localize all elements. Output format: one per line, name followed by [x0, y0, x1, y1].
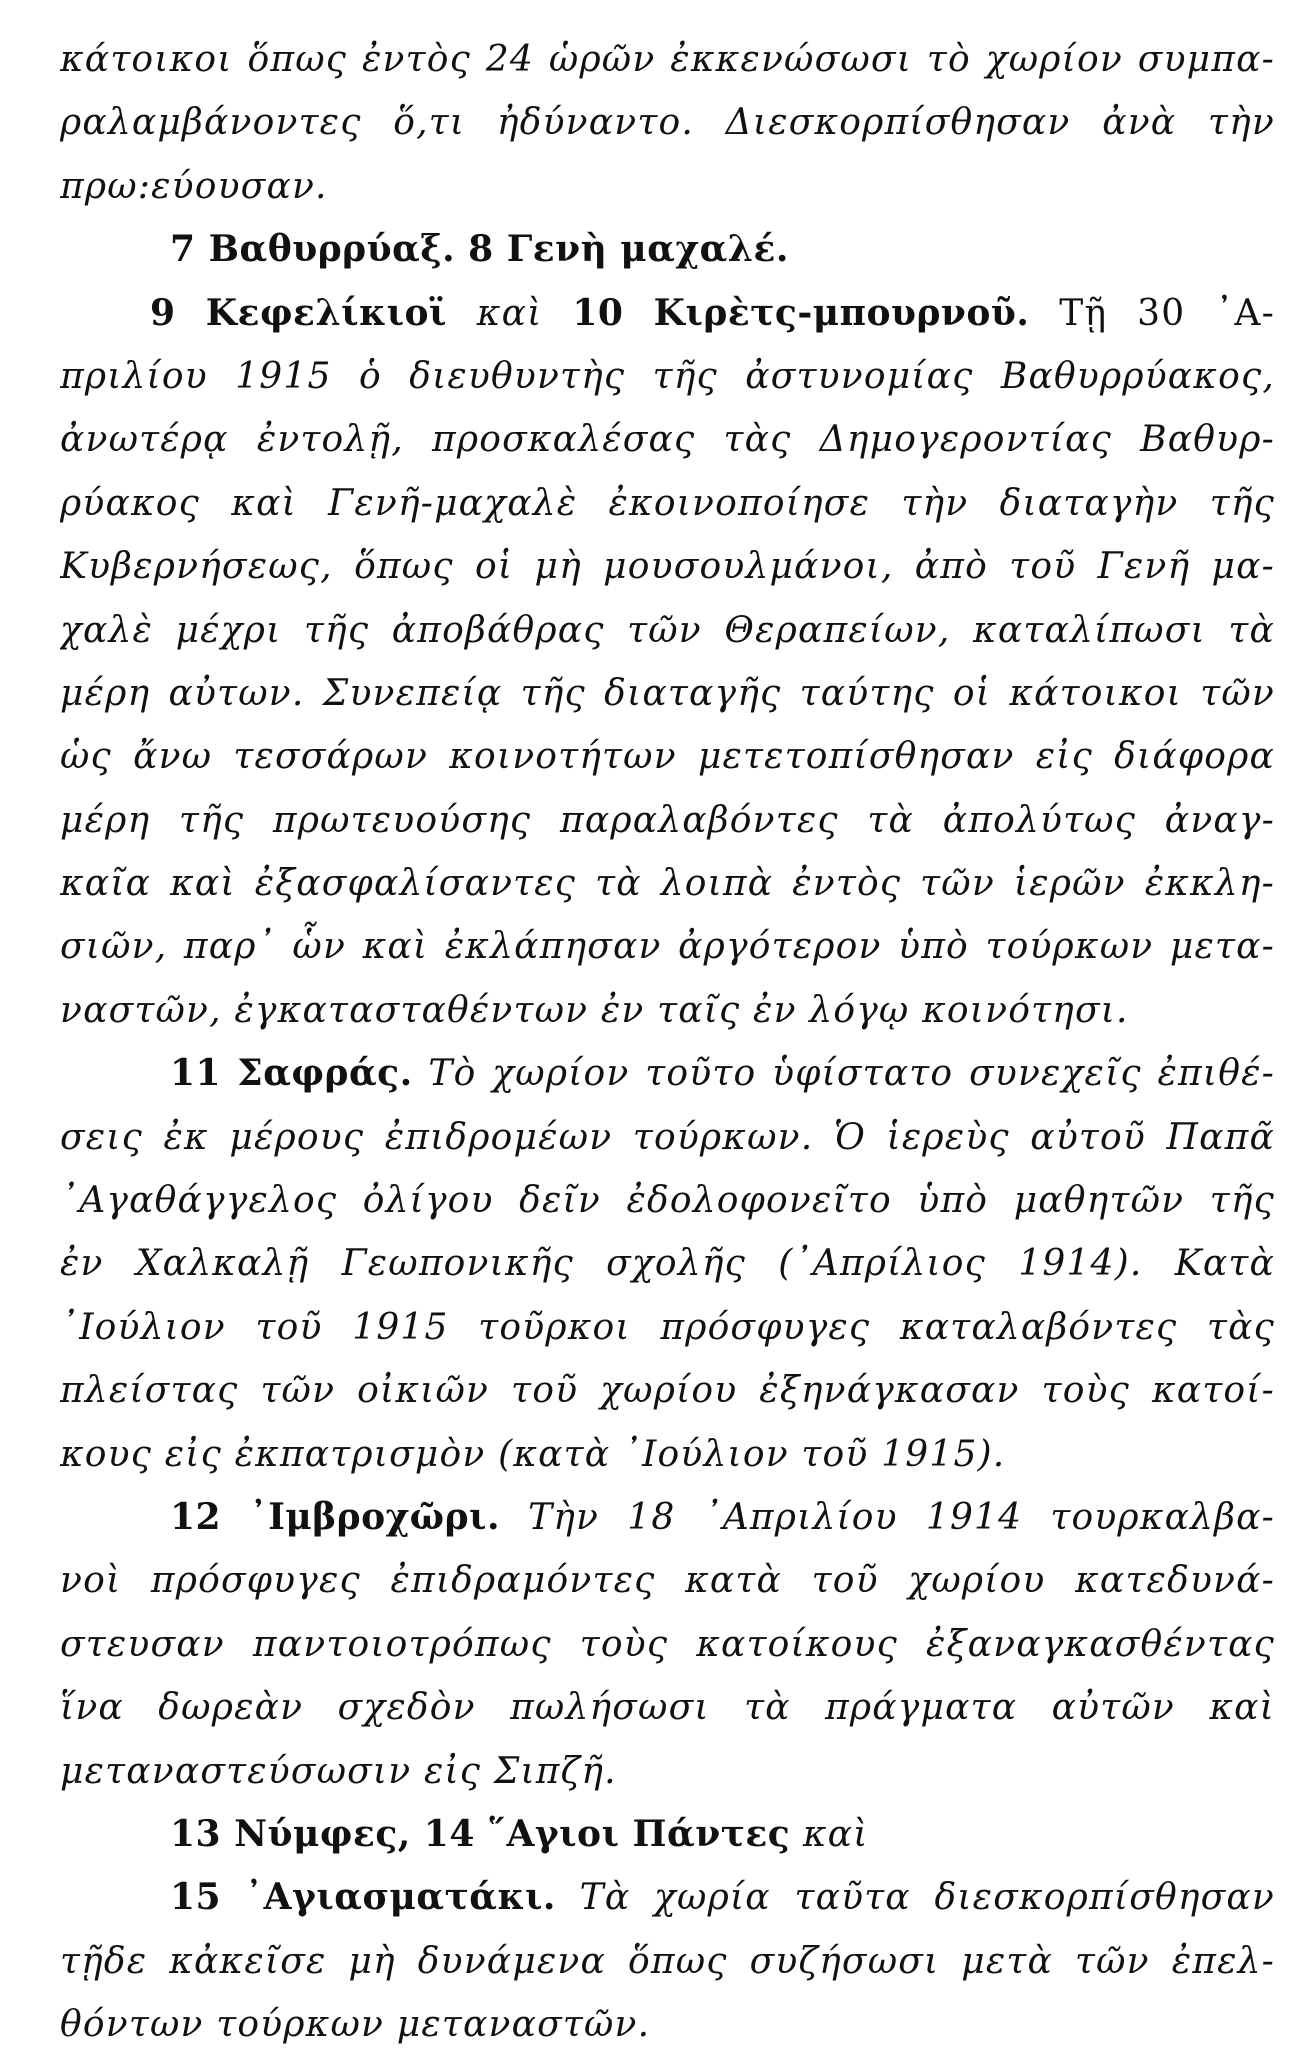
- text-line: [60, 1930, 1275, 1993]
- text-line: [60, 1169, 1275, 1232]
- line-text: σεις ἐκ μέρους ἐπιδρομέων τούρκων. Ὁ ἱερεὺς αὐτοῦ Παπᾶ: [60, 1116, 1275, 1158]
- line-text: θόντων τούρκων μεταναστῶν.: [60, 2004, 651, 2046]
- line-text: ᾿Ιούλιον τοῦ 1915 τοῦρκοι πρόσφυγες καταλαβόντες τὰς: [60, 1306, 1275, 1348]
- line-text: Τὴν 18 ᾿Απριλίου 1914 τουρκαλβα-: [499, 1496, 1275, 1538]
- section-heading: 11 Σαφράς.: [170, 1052, 413, 1095]
- line-text: καὶ: [790, 1813, 869, 1855]
- line-text: τῇδε κἀκεῖσε μὴ δυνάμενα ὅπως συζήσωσι μετὰ τῶν ἐπελ-: [60, 1940, 1275, 1982]
- text-line: [60, 91, 1275, 154]
- line-text: μεταναστεύσωσιν εἰς Σιπζῆ.: [60, 1750, 617, 1792]
- line-text: καὶ: [446, 292, 573, 334]
- line-text: ὡς ἄνω τεσσάρων κοινοτήτων μετετοπίσθησαν εἰς διάφορα: [60, 736, 1275, 778]
- text-line: [60, 852, 1275, 915]
- text-line: [60, 535, 1275, 598]
- text-line: [60, 1296, 1275, 1359]
- line-text: πρω:εύουσαν.: [60, 165, 328, 207]
- section-heading: 10 Κιρὲτς-μπουρνοῦ.: [572, 291, 1030, 334]
- text-line: [60, 1613, 1275, 1676]
- text-line: [60, 1106, 1275, 1169]
- text-line: [60, 1359, 1275, 1422]
- section-heading: 13 Νύμφες, 14 ῞Αγιοι Πάντες: [170, 1812, 791, 1855]
- line-text: μέρη αὐτων. Συνεπείᾳ τῆς διαταγῆς ταύτης οἱ κάτοικοι τῶν: [60, 672, 1275, 714]
- section-heading: 15 ᾿Αγιασματάκι.: [170, 1876, 556, 1919]
- section-heading: 12 ᾿Ιμβροχῶρι.: [170, 1495, 500, 1538]
- line-text: Τὰ χωρία ταῦτα διεσκορπίσθησαν: [555, 1877, 1275, 1919]
- line-text: κάτοικοι ὅπως ἐντὸς 24 ὡρῶν ἐκκενώσωσι τὸ χωρίον συμπα-: [60, 39, 1275, 80]
- section-heading-line: [60, 1042, 1275, 1105]
- text-line: [60, 1549, 1275, 1612]
- section-heading-line: [60, 1866, 1275, 1929]
- line-text: σιῶν, παρ᾿ ὧν καὶ ἐκλάπησαν ἀργότερον ὑπὸ τούρκων μετα-: [60, 926, 1275, 968]
- section-heading-line: [60, 282, 1275, 345]
- text-line: [60, 345, 1275, 408]
- line-text: κους εἰς ἐκπατρισμὸν (κατὰ ᾿Ιούλιον τοῦ 1915).: [60, 1433, 1006, 1475]
- text-line: [60, 662, 1275, 725]
- text-line: [60, 979, 1275, 1042]
- text-line: [60, 28, 1275, 91]
- line-text: χαλὲ μέχρι τῆς ἀποβάθρας τῶν Θεραπείων, καταλίπωσι τὰ: [60, 609, 1275, 651]
- line-text: στευσαν παντοιοτρόπως τοὺς κατοίκους ἐξαναγκασθέντας: [60, 1623, 1275, 1665]
- line-text: ἐν Χαλκαλῇ Γεωπονικῆς σχολῆς (᾿Απρίλιος 1914). Κατὰ: [60, 1243, 1275, 1285]
- line-text: Κυβερνήσεως, ὅπως οἱ μὴ μουσουλμάνοι, ἀπὸ τοῦ Γενῆ μα-: [60, 546, 1275, 588]
- section-heading-line: [60, 1803, 1275, 1866]
- text-line: [60, 1740, 1275, 1803]
- text-line: [60, 599, 1275, 662]
- text-line: [60, 472, 1275, 535]
- text-line: [60, 915, 1275, 978]
- line-text: ᾿Αγαθάγγελος ὀλίγου δεῖν ἐδολοφονεῖτο ὑπὸ μαθητῶν τῆς: [60, 1180, 1275, 1222]
- text-line: [60, 725, 1275, 788]
- text-line: [60, 789, 1275, 852]
- line-text: καῖα καὶ ἐξασφαλίσαντες τὰ λοιπὰ ἐντὸς τῶν ἱερῶν ἐκκλη-: [60, 863, 1275, 905]
- line-text: πριλίου 1915 ὁ διευθυντὴς τῆς ἀστυνομίας Βαθυρρύακος,: [60, 355, 1275, 397]
- line-text: Τὸ χωρίον τοῦτο ὑφίστατο συνεχεῖς ἐπιθέ-: [412, 1053, 1275, 1095]
- document-page: [60, 28, 1275, 2057]
- line-text: ραλαμβάνοντες ὅ,τι ἠδύναντο. Διεσκορπίσθησαν ἀνὰ τὴν: [60, 102, 1275, 144]
- section-heading: 9 Κεφελίκιοϊ: [150, 291, 447, 334]
- line-text: Τῇ 30 ᾿Α-: [1029, 292, 1275, 334]
- text-line: [60, 1993, 1275, 2056]
- line-text: ἀνωτέρᾳ ἐντολῇ, προσκαλέσας τὰς Δημογεροντίας Βαθυρ-: [60, 419, 1275, 461]
- line-text: ρύακος καὶ Γενῆ-μαχαλὲ ἐκοινοποίησε τὴν διαταγὴν τῆς: [60, 482, 1275, 524]
- line-text: μέρη τῆς πρωτευούσης παραλαβόντες τὰ ἀπολύτως ἀναγ-: [60, 799, 1275, 841]
- line-text: ναστῶν, ἐγκατασταθέντων ἐν ταῖς ἐν λόγῳ κοινότησι.: [60, 989, 1129, 1031]
- line-text: νοὶ πρόσφυγες ἐπιδραμόντες κατὰ τοῦ χωρίου κατεδυνά-: [60, 1560, 1275, 1602]
- text-line: [60, 1232, 1275, 1295]
- section-heading-line: [60, 218, 1275, 281]
- text-line: [60, 1676, 1275, 1739]
- section-heading: 7 Βαθυρρύαξ. 8 Γενὴ μαχαλέ.: [170, 228, 789, 271]
- line-text: πλείστας τῶν οἰκιῶν τοῦ χωρίου ἐξηνάγκασαν τοὺς κατοί-: [60, 1370, 1275, 1412]
- text-line: [60, 408, 1275, 471]
- section-heading-line: [60, 1486, 1275, 1549]
- text-line: [60, 155, 1275, 218]
- line-text: ἵνα δωρεὰν σχεδὸν πωλήσωσι τὰ πράγματα αὐτῶν καὶ: [60, 1687, 1275, 1729]
- text-line: [60, 1423, 1275, 1486]
